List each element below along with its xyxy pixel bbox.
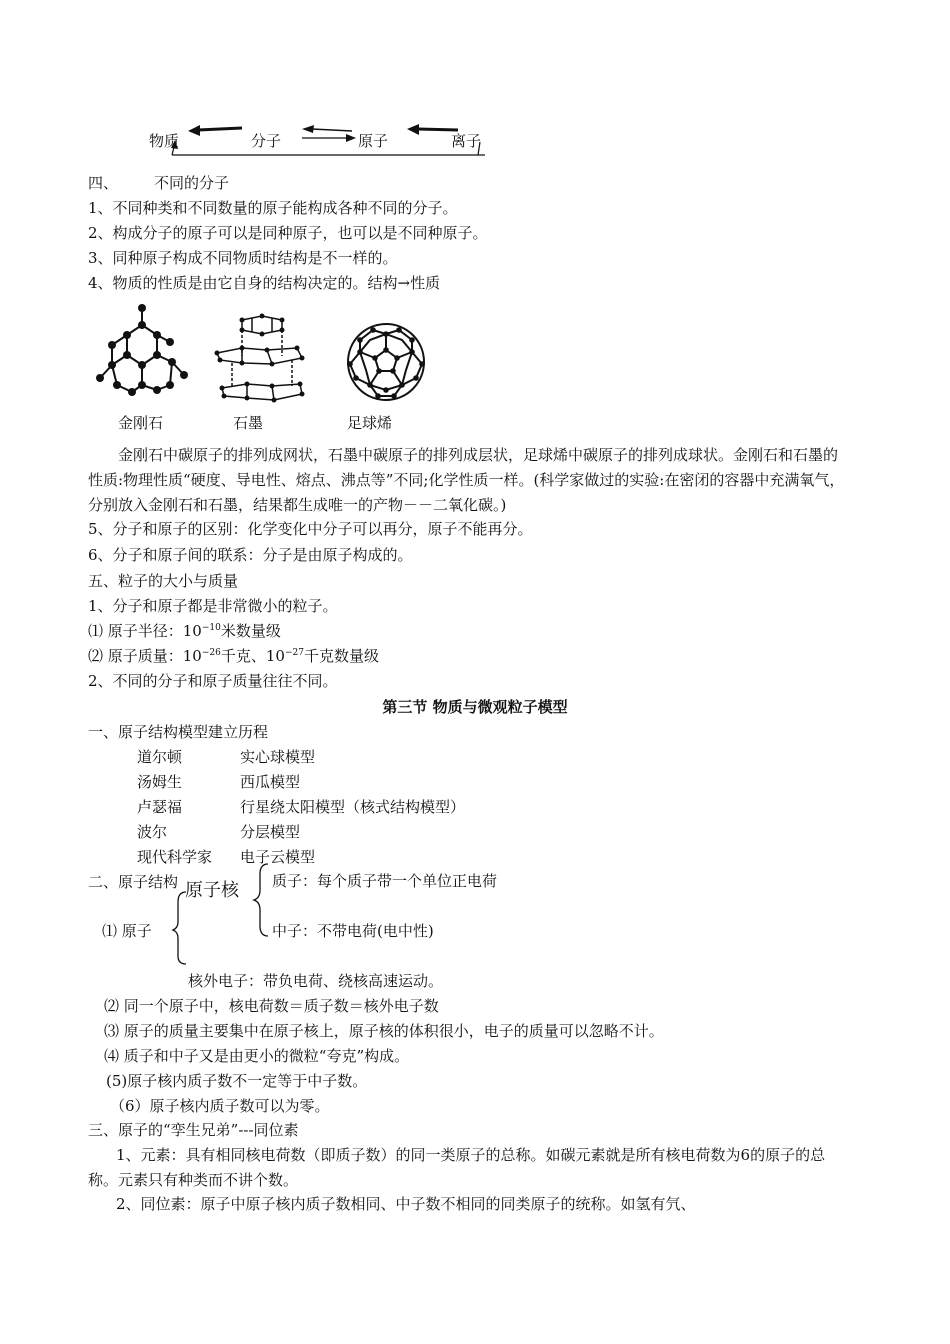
atom-mass-line: ⑵ 原子质量：$10^{-26}$千克、$10^{-27}$千克数量级 — [88, 647, 379, 665]
atom-radius-line: ⑴ 原子半径：$10^{-10}$米数量级 — [88, 622, 281, 640]
atom-point: (5)原子核内质子数不一定等于中子数。 — [106, 1072, 368, 1090]
section5-line1: 1、分子和原子都是非常微小的粒子。 — [88, 597, 338, 615]
scientist-name: 现代科学家 — [137, 848, 213, 866]
element-definition: 1、元素：具有相同核电荷数（即质子数）的同一类原子的总称。如碳元素就是所有核电荷数为6的原子的总称。元素只有种类而不讲个数。 — [88, 1146, 826, 1189]
diagram-molecule: 分子 — [251, 132, 282, 150]
model-name: 实心球模型 — [240, 748, 316, 766]
diagram-atom: 原子 — [358, 132, 389, 150]
atom-brace — [172, 890, 192, 970]
section4-more-line: 6、分子和原子间的联系：分子是由原子构成的。 — [88, 546, 413, 564]
section-title: 第三节 物质与微观粒子模型 — [382, 698, 568, 716]
diagram-substance: 物质 — [149, 132, 180, 150]
section4-heading — [88, 172, 229, 194]
nucleus-brace — [252, 862, 272, 942]
diagram-ion: 离子 — [451, 132, 482, 150]
section4-line: 1、不同种类和不同数量的原子能构成各种不同的分子。 — [88, 199, 458, 217]
section5-heading: 五、粒子的大小与质量 — [88, 572, 239, 590]
isotope-definition: 2、同位素：原子中原子核内质子数相同、中子数不相同的同类原子的统称。如氢有氕、 — [116, 1195, 696, 1213]
atom-point: ⑵ 同一个原子中，核电荷数＝质子数＝核外电子数 — [104, 997, 439, 1015]
model-name: 分层模型 — [240, 823, 301, 841]
section4-more-line: 5、分子和原子的区别：化学变化中分子可以再分，原子不能再分。 — [88, 520, 533, 538]
electron-line: 核外电子：带负电荷、绕核高速运动。 — [188, 972, 444, 990]
scientist-name: 汤姆生 — [137, 773, 183, 791]
atom-point: ⑶ 原子的质量主要集中在原子核上，原子核的体积很小，电子的质量可以忽略不计。 — [104, 1022, 664, 1040]
nucleus-label: 原子核 — [185, 880, 239, 901]
atom-label: ⑴ 原子 — [102, 922, 152, 940]
diamond-structure-figure — [92, 300, 192, 400]
section4-heading-text: 不同的分子 — [154, 174, 230, 192]
section4-line: 3、同种原子构成不同物质时结构是不一样的。 — [88, 249, 398, 267]
model-history-heading: 一、原子结构模型建立历程 — [88, 723, 269, 741]
atom-point: ⑷ 质子和中子又是由更小的微粒“夸克”构成。 — [104, 1047, 410, 1065]
section4-line: 4、物质的性质是由它自身的结构决定的。结构→性质 — [88, 274, 441, 292]
section5-line2: 2、不同的分子和原子质量往往不同。 — [88, 672, 338, 690]
fullerene-structure-figure — [344, 320, 428, 404]
graphite-structure-figure — [212, 308, 312, 408]
diamond-caption: 金刚石 — [118, 414, 164, 432]
atom-structure-heading: 二、原子结构 — [88, 873, 179, 891]
graphite-caption: 石墨 — [233, 414, 264, 432]
scientist-name: 卢瑟福 — [137, 798, 183, 816]
carbon-paragraph: 金刚石中碳原子的排列成网状，石墨中碳原子的排列成层状，足球烯中碳原子的排列成球状。金刚石和石墨的性质:物理性质“硬度、导电性、熔点、沸点等”不同;化学性质一样。(科学家做过的实验:在密闭的容器中充满氧气，分别放入金刚石和石墨，结果都生成唯一的产物－－二氧化碳。) — [88, 446, 845, 514]
scientist-name: 波尔 — [137, 823, 168, 841]
model-name: 行星绕太阳模型（核式结构模型） — [240, 798, 466, 816]
section4-line: 2、构成分子的原子可以是同种原子，也可以是不同种原子。 — [88, 224, 488, 242]
section4-heading-num: 四、 — [88, 174, 119, 192]
atom-point: （6）原子核内质子数可以为零。 — [110, 1097, 330, 1115]
model-name: 电子云模型 — [240, 848, 316, 866]
model-name: 西瓜模型 — [240, 773, 301, 791]
isotopes-heading: 三、原子的“孪生兄弟”---同位素 — [88, 1121, 299, 1139]
scientist-name: 道尔顿 — [137, 748, 183, 766]
neutron-line: 中子：不带电荷(电中性) — [272, 922, 434, 940]
fullerene-caption: 足球烯 — [347, 414, 393, 432]
proton-line: 质子：每个质子带一个单位正电荷 — [272, 872, 498, 890]
